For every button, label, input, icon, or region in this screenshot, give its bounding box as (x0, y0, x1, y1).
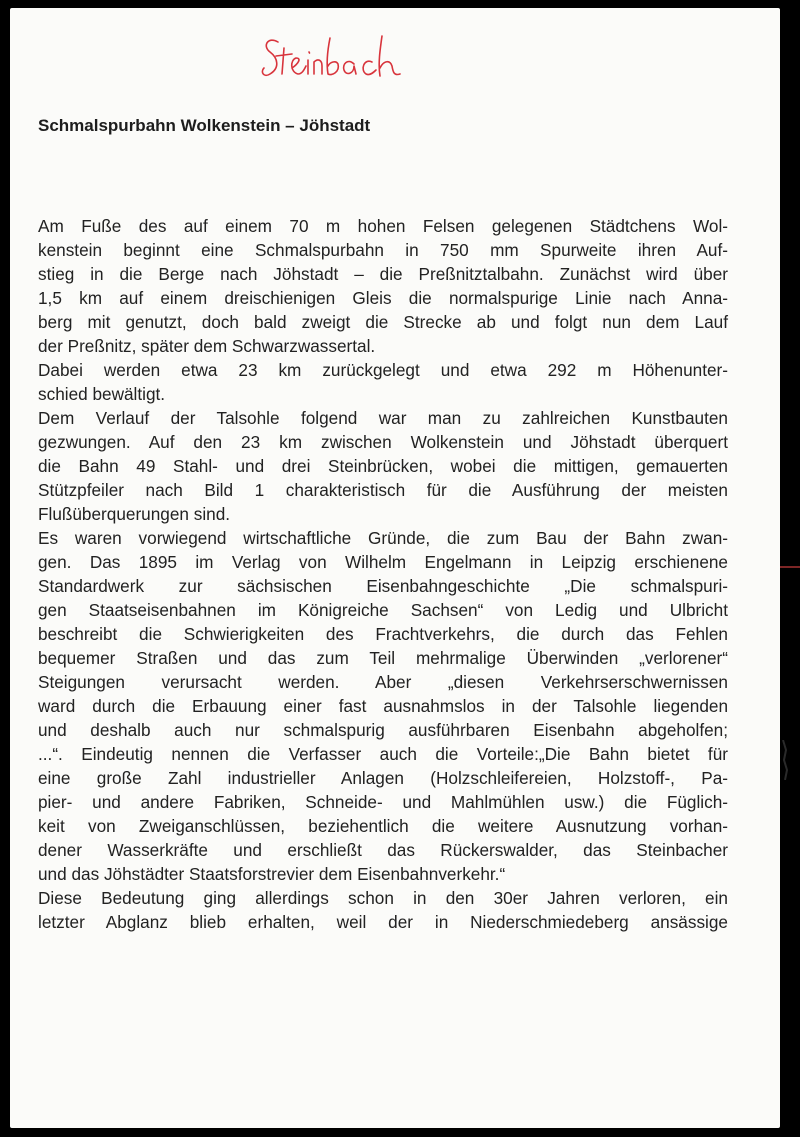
text-line: Stützpfeiler nach Bild 1 charakteristisch für die Ausführung der meisten (38, 480, 728, 500)
text-line: Standardwerk zur sächsischen Eisenbahngeschichte „Die schmalspuri- (38, 576, 728, 596)
text-line: und deshalb auch nur schmalspurig ausführbaren Eisenbahn abgeholfen; (38, 720, 728, 740)
text-line: schied bewältigt. (38, 384, 166, 404)
text-line: der Preßnitz, später dem Schwarzwassertal. (38, 336, 376, 356)
text-line: keit von Zweiganschlüssen, beziehentlich die weitere Ausnutzung vorhan- (38, 816, 728, 836)
text-line: beschreibt die Schwierigkeiten des Frachtverkehrs, die durch das Fehlen (38, 624, 728, 644)
text-line: dener Wasserkräfte und erschließt das Rückerswalder, das Steinbacher (38, 840, 728, 860)
text-line: gezwungen. Auf den 23 km zwischen Wolkenstein und Jöhstadt überquert (38, 432, 728, 452)
text-line: Diese Bedeutung ging allerdings schon in den 30er Jahren verloren, ein (38, 888, 728, 908)
text-line: Dem Verlauf der Talsohle folgend war man zu zahlreichen Kunstbauten (38, 408, 728, 428)
text-line: und das Jöhstädter Staatsforstrevier dem Eisenbahnverkehr.“ (38, 864, 506, 884)
text-line: stieg in die Berge nach Jöhstadt – die Preßnitztalbahn. Zunächst wird über (38, 264, 728, 284)
page-title: Schmalspurbahn Wolkenstein – Jöhstadt (38, 116, 371, 135)
text-line: die Bahn 49 Stahl- und drei Steinbrücken, wobei die mittigen, gemauerten (38, 456, 728, 476)
text-line: Flußüberquerungen sind. (38, 504, 231, 524)
text-line: Steigungen verursacht werden. Aber „diesen Verkehrserschwernissen (38, 672, 728, 692)
text-line: 1,5 km auf einem dreischienigen Gleis die normalspurige Linie nach Anna- (38, 288, 728, 308)
text-line: bequemer Straßen und das zum Teil mehrmalige Überwinden „verlorener“ (38, 648, 728, 668)
text-line: ...“. Eindeutig nennen die Verfasser auch die Vorteile:„Die Bahn bietet für (38, 744, 728, 764)
text-line: kenstein beginnt eine Schmalspurbahn in 750 mm Spurweite ihren Auf- (38, 240, 728, 260)
text-line: gen. Das 1895 im Verlag von Wilhelm Engelmann in Leipzig erschienene (38, 552, 728, 572)
document-card (10, 8, 780, 1128)
text-line: Es waren vorwiegend wirtschaftliche Gründe, die zum Bau der Bahn zwan- (38, 528, 728, 548)
handwritten-signature (258, 28, 428, 98)
text-line: letzter Abglanz blieb erhalten, weil der in Niederschmiedeberg ansässige (38, 912, 728, 932)
body-text (38, 214, 728, 934)
text-line: gen Staatseisenbahnen im Königreiche Sachsen“ von Ledig und Ulbricht (38, 600, 728, 620)
red-mark (780, 566, 800, 568)
text-line: pier- und andere Fabriken, Schneide- und Mahlmühlen usw.) die Füglich- (38, 792, 728, 812)
text-line: Dabei werden etwa 23 km zurückgelegt und etwa 292 m Höhenunter- (38, 360, 728, 380)
text-line: berg mit genutzt, doch bald zweigt die Strecke ab und folgt nun dem Lauf (38, 312, 728, 332)
text-line: Am Fuße des auf einem 70 m hohen Felsen gelegenen Städtchens Wol- (38, 216, 728, 236)
text-line: ward durch die Erbauung einer fast ausnahmslos in der Talsohle liegenden (38, 696, 728, 716)
edge-mark (781, 740, 789, 780)
text-line: eine große Zahl industrieller Anlagen (Holzschleifereien, Holzstoff-, Pa- (38, 768, 728, 788)
